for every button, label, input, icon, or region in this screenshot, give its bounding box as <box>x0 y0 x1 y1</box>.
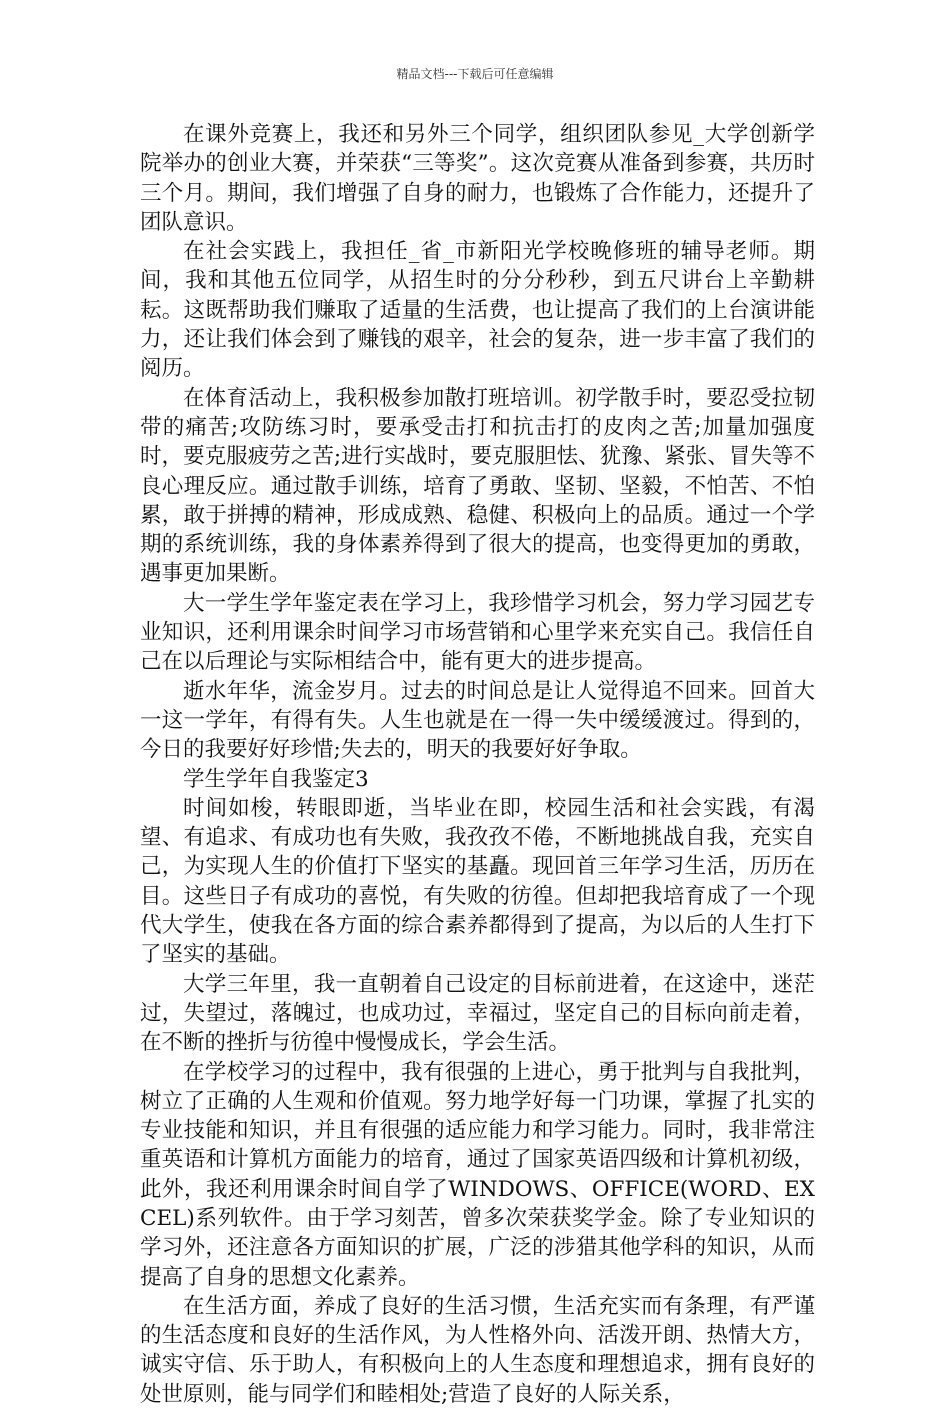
paragraph: 逝水年华，流金岁月。过去的时间总是让人觉得追不回来。回首大一这一学年，有得有失。人生也就是在一得一失中缓缓渡过。得到的，今日的我要好好珍惜;失去的，明天的我要好好争取。 <box>140 678 815 763</box>
page-header: 精品文档---下载后可任意编辑 <box>396 67 554 81</box>
paragraph: 时间如梭，转眼即逝，当毕业在即，校园生活和社会实践，有渴望、有追求、有成功也有失败，我孜孜不倦，不断地挑战自我，充实自己，为实现人生的价值打下坚实的基矗。现回首三年学习生活，历历在目。这些日子有成功的喜悦，有失败的彷徨。但却把我培育成了一个现代大学生，使我在各方面的综合素养都得到了提高，为以后的人生打下了坚实的基础。 <box>140 795 815 968</box>
paragraph: 大一学生学年鉴定表在学习上，我珍惜学习机会，努力学习园艺专业知识，还利用课余时间学习市场营销和心里学来充实自己。我信任自己在以后理论与实际相结合中，能有更大的进步提高。 <box>140 590 815 675</box>
paragraph: 在课外竞赛上，我还和另外三个同学，组织团队参见_大学创新学院举办的创业大赛，并荣获“三等奖”。这次竞赛从准备到参赛，共历时三个月。期间，我们增强了自身的耐力，也锻炼了合作能力，还提升了团队意识。 <box>140 122 815 235</box>
section-heading: 学生学年自我鉴定3 <box>183 766 369 792</box>
paragraph: 大学三年里，我一直朝着自己设定的目标前进着，在这途中，迷茫过，失望过，落魄过，也成功过，幸福过，坚定自己的目标向前走着，在不断的挫折与彷徨中慢慢成长，学会生活。 <box>140 971 815 1056</box>
paragraph: 在生活方面，养成了良好的生活习惯，生活充实而有条理，有严谨的生活态度和良好的生活作风，为人性格外向、活泼开朗、热情大方，诚实守信、乐于助人，有积极向上的人生态度和理想追求，拥有良好的处世原则，能与同学们和睦相处;营造了良好的人际关系， <box>140 1293 815 1407</box>
paragraph: 在体育活动上，我积极参加散打班培训。初学散手时，要忍受拉韧带的痛苦;攻防练习时，要承受击打和抗击打的皮肉之苦;加量加强度时，要克服疲劳之苦;进行实战时，要克服胆怯、犹豫、紧张、冒失等不良心理反应。通过散手训练，培育了勇敢、坚韧、坚毅，不怕苦、不怕累，敢于拼搏的精神，形成成熟、稳健、积极向上的品质。通过一个学期的系统训练，我的身体素养得到了很大的提高，也变得更加的勇敢，遇事更加果断。 <box>140 385 815 587</box>
paragraph: 在学校学习的过程中，我有很强的上进心，勇于批判与自我批判，树立了正确的人生观和价值观。努力地学好每一门功课，掌握了扎实的专业技能和知识，并且有很强的适应能力和学习能力。同时，我非常注重英语和计算机方面能力的培育，通过了国家英语四级和计算机初级，此外，我还利用课余时间自学了WINDOWS、OFFICE(WORD、EXCEL)系列软件。由于学习刻苦，曾多次荣获奖学金。除了专业知识的学习外，还注意各方面知识的扩展，广泛的涉猎其他学科的知识，从而提高了自身的思想文化素养。 <box>140 1059 815 1290</box>
paragraph: 在社会实践上，我担任_省_市新阳光学校晚修班的辅导老师。期间，我和其他五位同学，从招生时的分分秒秒，到五尺讲台上辛勤耕耘。这既帮助我们赚取了适量的生活费，也让提高了我们的上台演讲能力，还让我们体会到了赚钱的艰辛，社会的复杂，进一步丰富了我们的阅历。 <box>140 239 815 382</box>
document-body <box>140 120 815 1409</box>
